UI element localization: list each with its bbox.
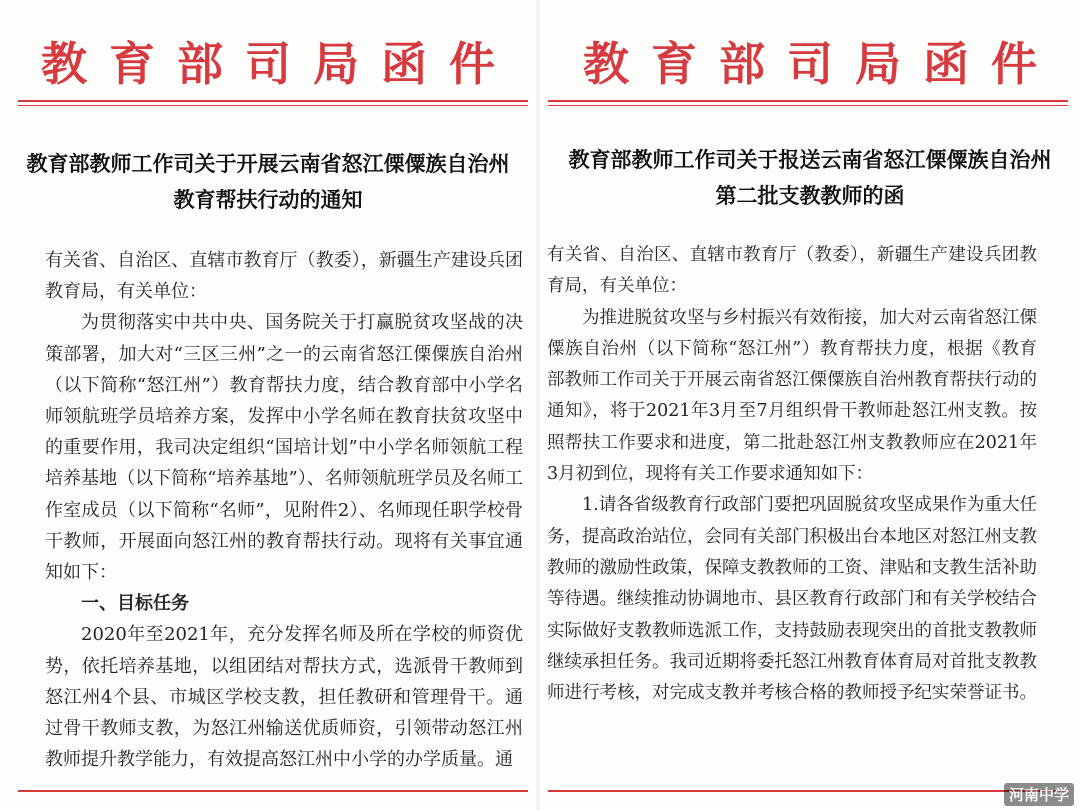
right-masthead: 教育部司局函件 (583, 37, 1059, 91)
left-section-heading: 一、目标任务 (81, 593, 189, 615)
left-paragraph-1: 为贯彻落实中共中央、国务院关于打赢脱贫攻坚战的决策部署，加大对“三区三州”之一的云南省怒江傈僳族自治州（以下简称“怒江州”）教育帮扶力度，结合教育部中小学名师领航班学员培养方案，发挥中小学名师在教育扶贫攻坚中的重要作用，我司决定组织“国培计划”中小学名师领航工程培养基地（以下简称“培养基地”）、名师领航班学员及名师工作室成员（以下简称“名师”，见附件2）、名师现任职学校骨干教师，开展面向怒江州的教育帮扶行动。现将有关事宜通知如下： (45, 312, 523, 584)
left-document-title (0, 146, 536, 218)
left-masthead: 教育部司局函件 (41, 37, 517, 91)
left-masthead-rule-thin (18, 105, 528, 106)
right-document-page (540, 0, 1080, 810)
left-body (45, 245, 523, 775)
left-masthead-rule-thick (18, 100, 528, 102)
right-paragraph-2: 1.请各省级教育行政部门要把巩固脱贫攻坚成果作为重大任务，提高政治站位，会同有关部门积极出台本地区对怒江州支教教师的激励性政策，保障支教教师的工资、津贴和支教生活补助等待遇。继续推动协调地市、县区教育行政部门和有关学校结合实际做好支教教师选派工作，支持鼓励表现突出的首批支教教师继续承担任务。我司近期将委托怒江州教育体育局对首批支教教师进行考核，对完成支教并考核合格的教师授予纪实荣誉证书。 (547, 495, 1037, 704)
left-addressee: 有关省、自治区、直辖市教育厅（教委），新疆生产建设兵团教育局，有关单位： (45, 250, 523, 303)
right-bottom-rule (548, 790, 1068, 792)
right-paragraph-1: 为推进脱贫攻坚与乡村振兴有效衔接，加大对云南省怒江傈僳族自治州（以下简称“怒江州”）教育帮扶力度，根据《教育部教师工作司关于开展云南省怒江傈僳族自治州教育帮扶行动的通知》，将于2021年3月至7月组织骨干教师赴怒江州支教。按照帮扶工作要求和进度，第二批赴怒江州支教教师应在2021年3月初到位，现将有关工作要求通知如下： (547, 307, 1037, 485)
right-title-line-2: 第二批支教教师的函 (715, 183, 905, 208)
right-addressee: 有关省、自治区、直辖市教育厅（教委），新疆生产建设兵团教育局，有关单位： (547, 245, 1037, 297)
left-title-line-2: 教育帮扶行动的通知 (173, 187, 363, 212)
source-watermark: 河南中学 (1004, 783, 1074, 806)
left-bottom-rule (18, 790, 528, 792)
left-paragraph-2: 2020年至2021年，充分发挥名师及所在学校的师资优势，依托培养基地，以组团结对帮扶方式，选派骨干教师到怒江州4个县、市城区学校支教，担任教研和管理骨干。通过骨干教师支教，为怒江州输送优质师资，引领带动怒江州教师提升教学能力，有效提高怒江州中小学的办学质量。通 (45, 624, 523, 771)
right-masthead-rule-thick (548, 100, 1068, 102)
right-title-line-1: 教育部教师工作司关于报送云南省怒江傈僳族自治州 (568, 147, 1052, 172)
right-masthead-rule-thin (548, 105, 1068, 106)
left-title-line-1: 教育部教师工作司关于开展云南省怒江傈僳族自治州 (26, 151, 510, 176)
left-document-page (0, 0, 536, 810)
right-document-title (540, 142, 1080, 214)
right-body (547, 240, 1037, 709)
